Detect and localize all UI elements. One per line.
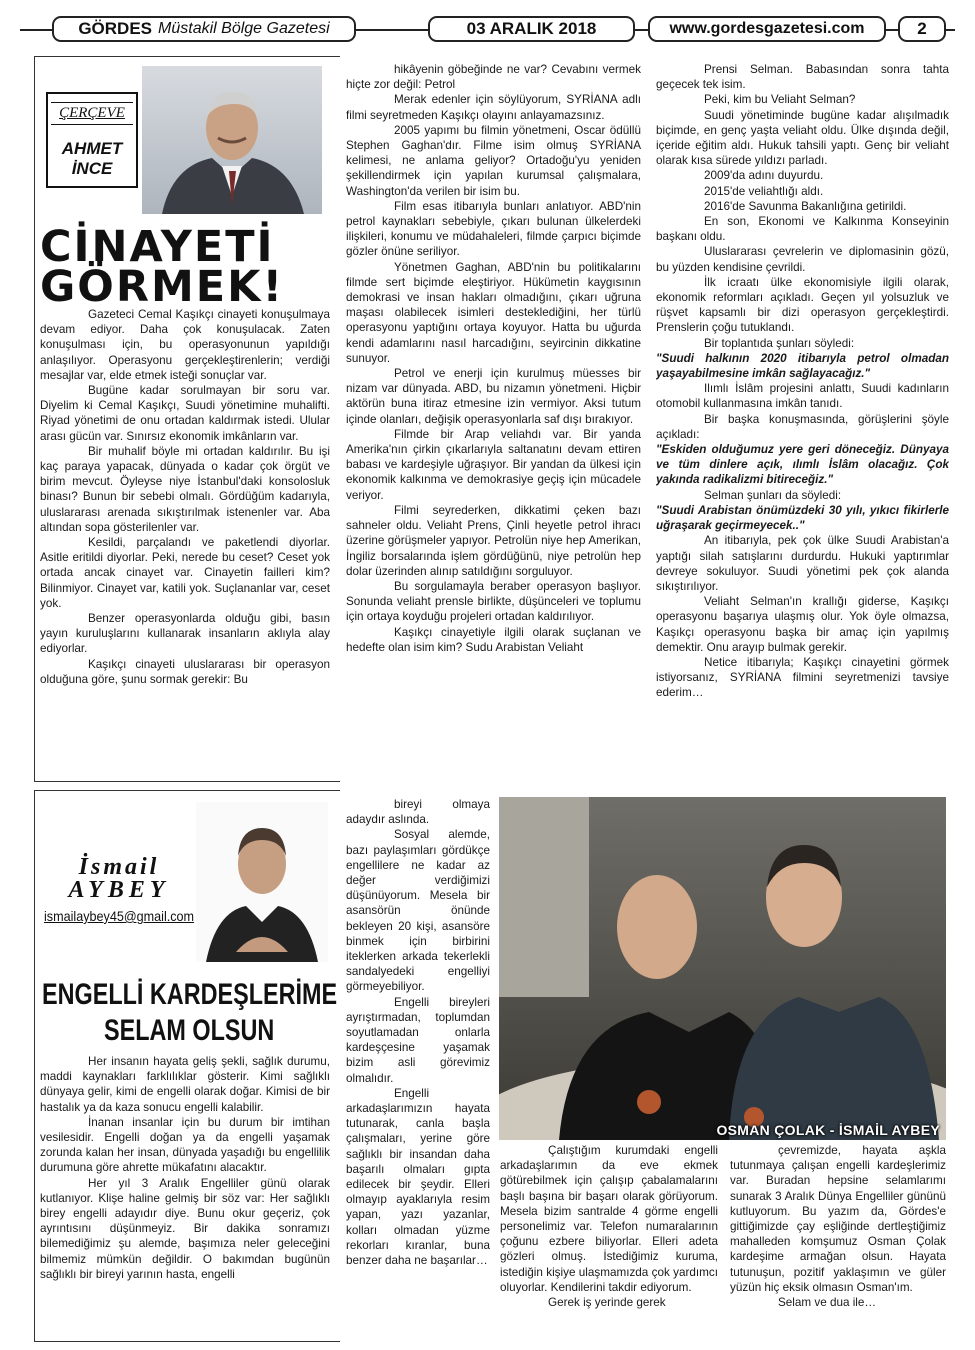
paragraph: Kaşıkçı cinayeti uluslararası bir operasyon olduğuna göre, şunu sormak gerekir: Bu (40, 657, 330, 686)
article1-title-line2: GÖRMEK! (40, 262, 285, 312)
paragraph: Film esas itibarıyla bunları anlatıyor. ABD'nin petrol kaynakları sebebiyle, çıkarı bulunan ülkelerdeki ilişkileri, konumu ve müdahaleleri, filmde çarpıcı biçimde gözler önüne seriliyor. (346, 199, 641, 259)
author-photo-ahmet-ince (142, 66, 322, 214)
paragraph: Uluslararası çevrelerin ve diplomasinin gözü, bu yüzden kendisine çevrildi. (656, 245, 949, 274)
paragraph: Bu sorgulamayla beraber operasyon başlıyor. Sonunda veliaht prensle birlikte, düşünceleri ve toplumu için ortaya koyduğu projeleri ortadan kaldırılıyor. (346, 579, 641, 624)
paragraph: Selman şunları da söyledi: (704, 488, 842, 502)
page-number-box (898, 16, 946, 42)
paragraph: Engelli arkadaşlarımızın hayata tutunarak, canla başla çalışmaları, yerine göre sağlıklı bir insandan daha başarılı olmaları gıpta edilecek bir şeydir. Elleri olmayıp ayaklarıyla resim yapan, yazı yazanlar, kolları olmadan yüzme rekorları kıranlar, buna benzer daha ne başarılar… (346, 1086, 490, 1268)
author-last-name: İNCE (71, 159, 113, 178)
paragraph: Engelli bireyleri ayrıştırmadan, toplumdan soyutlamadan onlarla kardeşçesine yaşamak bizim asli görevimiz olmalıdır. (346, 995, 490, 1085)
author-first-name: AHMET (61, 139, 123, 158)
column-badge-label: ÇERÇEVE (51, 102, 133, 125)
photo-caption: OSMAN ÇOLAK - İSMAİL AYBEY (716, 1122, 940, 1138)
issue-date-box (428, 16, 635, 42)
paragraph: Gerek iş yerinde gerek (548, 1296, 666, 1310)
paragraph: Merak edenler için söylüyorum, SYRİANA adlı filmi seyretmeden Kaşıkçı olayını anlayamazsınız. (346, 93, 641, 122)
article1-title-line1: CİNAYETİ (40, 222, 275, 272)
paragraph: 2009'da adını duyurdu. (704, 169, 824, 183)
paragraph: Yönetmen Gaghan, ABD'nin bu politikalarını filmde sert biçimde eleştiriyor. Hükümetin kaygısının demokrasi ve insan hakları olmadığını, çıkarı uğruna maşası olabilecek isimleri desteklediğini, her türlü operasyonu yaptığını ortaya koyuyor. Hatta bu uğurda kendi adamlarını nasıl harcadığını, seyircinin dikkatine sunuyor. (346, 260, 641, 365)
newspaper-subtitle: Müstakil Bölge Gazetesi (158, 20, 330, 37)
article2-column-4 (730, 1143, 946, 1343)
paragraph: An itibarıyla, pek çok ülke Suudi Arabistan'a yaptığı silah satışlarını durdurdu. Hukuki yaptırımlar devreye sokuluyor. Suudi yönetimi pek çok alanda sıkıştırılıyor. (656, 534, 949, 593)
paragraph: Prensi Selman. Babasından sonra tahta geçecek tek isim. (656, 63, 949, 92)
paragraph: Veliaht Selman'ın krallığı giderse, Kaşıkçı operasyonu başarıya ulaşmış olur. Yok öyle olmazsa, Kaşıkçı operasyonu başka bir amaç için yapılmış demektir. Onu arayıp bulmak gerekir. (656, 595, 949, 654)
paragraph: Bir muhalif böyle mi ortadan kaldırılır. Bu işi kaç paraya yapacak, dünyada o kadar çok örgüt ve birim mevcut. Öyleyse niye İstanbul'daki konsolosluk binası? Bunun bir sebebi olmalı. Gördüğüm kadarıyla, uluslararası arenada sıkıştırılmak istenenler var. Aba altından sopa gösterilenler var. (40, 444, 330, 534)
paragraph: bireyi olmaya adaydır aslında. (346, 798, 490, 827)
paragraph: Bir başka konuşmasında, görüşlerini şöyle açıkladı: (656, 412, 949, 441)
paragraph: Peki, kim bu Veliaht Selman? (704, 93, 856, 107)
author2-first-name: İsmail (78, 854, 160, 880)
paragraph: Bugüne kadar sorulmayan bir soru var. Diyelim ki Cemal Kaşıkçı, Suudi yönetimine muhalifti. Riyad yönetimi de onu ortadan kaldırmak istedi. Ulular arası gücün var. Sınırsız ekonomik imkânların var. (40, 384, 330, 443)
paragraph: Her insanın hayata geliş şekli, sağlık durumu, maddi kaynakları farklılıklar gösterir. Kimi sağlıklı dünyaya gelir, kimi de engelli olarak doğar. Kimisi de bir hastalık ya da kaza sonucu engelli kalabilir. (40, 1055, 330, 1114)
website-link[interactable]: www.gordesgazetesi.com (669, 20, 865, 37)
author2-email[interactable]: ismailaybey45@gmail.com (44, 908, 195, 924)
author2-last-name: AYBEY (68, 877, 170, 903)
paragraph: Çalıştığım kurumdaki engelli arkadaşlarımın da eve ekmek götürebilmek için çalışıp çabalamalarını başlı başına bir başarı olarak görüyorum. Mesela bizim santralde 4 görme engelli personelimiz var. Telefon numaralarının çoğunu ezbere biliyorlar. Elleri adeta gözleri olmuş. İstediğimiz kuruma, istediğin kişiye ulaşmamızda çok yardımcı oluyorlar. Kendilerini takdir ediyorum. (500, 1144, 718, 1294)
article1-column-1 (40, 307, 330, 777)
paragraph: Filmi seyrederken, dikkatimi çeken bazı sahneler oldu. Veliaht Prens, Çinli heyetle petrol ihracı üzerine görüşmeler yapıyor. Petrolün niye hep Amerikan, İngiliz borsalarında işlem gördüğünü, niye petrolün hep dolar üzerinden alınıp satıldığını sorguluyor. (346, 503, 641, 578)
photo-osman-colak-ismail-aybey (499, 797, 946, 1140)
newspaper-name: GÖRDES (78, 19, 153, 38)
paragraph: "Suudi halkının 2020 itibarıyla petrol olmadan yaşayabilmesine imkân sağlayacağız." (656, 351, 949, 381)
paragraph: Sosyal alemde, bazı paylaşımları gördükçe engellilere ne kadar az değer verdiğimizi düşünüyorum. Mesela bir asansörün önünde bekleyen 20 kişi, asansöre binmek için birbirini iteklerken arkada tekerlekli sandalyedeki engelliyi görmeyebiliyor. (346, 828, 490, 994)
website-box[interactable] (648, 16, 886, 42)
issue-date: 03 ARALIK 2018 (466, 19, 597, 38)
article1-column-3 (656, 62, 949, 774)
article2-title-line2: SELAM OLSUN (104, 1014, 275, 1047)
paragraph: Suudi yönetiminde bugüne kadar alışılmadık biçimde, en genç yaşta veliaht oldu. Ülke dışında değil, içeride eğitim aldı. Hukuk tahsili yaptı. Genç bir veliaht olarak kısa sürede yıldızı parladı. (656, 108, 949, 168)
author-photo-ismail-aybey (196, 802, 328, 962)
paragraph: hikâyenin göbeğinde ne var? Cevabını vermek hiçte zor değil: Petrol (346, 63, 641, 92)
paragraph: 2016'de Savunma Bakanlığına getirildi. (704, 199, 907, 213)
page-number: 2 (917, 19, 927, 38)
article2-title-line1: ENGELLİ KARDEŞLERİME (42, 978, 338, 1011)
column-badge (46, 92, 138, 188)
article2-column-1 (40, 1054, 330, 1338)
article1-column-2 (346, 62, 641, 774)
paragraph: İnanan insanlar için bu durum bir imtihan vesilesidir. Engelli doğan ya da engelli yaşamak zorunda kalan her insan, dünyada yaşadığı bu engellilik durumuna göre ahrette mükafatını alacaktır. (40, 1115, 330, 1175)
paragraph: 2005 yapımı bu filmin yönetmeni, Oscar ödüllü Stephen Gaghan'dır. Filme isim olmuş SYRİANA kelimesi, ne anlama geliyor? Ortadoğu'yu yeniden şekillendirmek için yapılan kurumsal çalışmalara, Washington'da verilen bir isim bu. (346, 123, 641, 198)
author2-name-block (44, 856, 194, 924)
paragraph: Netice itibarıyla; Kaşıkçı cinayetini görmek istiyorsanız, SYRİANA filmini seyretmenizi tavsiye ederim… (656, 655, 949, 700)
paragraph: Filmde bir Arap veliahdı var. Bir yanda Amerika'nın çirkin çıkarlarıyla saltanatını devam ettiren babası ve kardeşiyle uğraşıyor. Bir yandan da ülkesi için ekonomik kalkınma ve demokrasiye geçiş için mücadele veriyor. (346, 427, 641, 502)
paragraph: "Suudi Arabistan önümüzdeki 30 yılı, yıkıcı fikirlerle uğraşarak geçirmeyecek.." (656, 503, 949, 533)
paragraph: çevremizde, hayata aşkla tutunmaya çalışan engelli kardeşlerimiz var. Buradan hepsine selamlarımı sunarak 3 Aralık Dünya Engelliler gününü kutluyorum. Bu yazım da, Gördes'e gittiğimizde çay eşliğinde dertleştiğimiz mahalleden komşumuz Osman Çolak kardeşime armağan olsun. Hayata tutunuşun, pozitif yaklaşımın ve güler yüzün hiç eksik olmasın Osman'ım. (730, 1144, 946, 1294)
paragraph: İlk icraatı ülke ekonomisiyle ilgili olarak, ekonomik reformları açıkladı. Geçen yıl yolsuzluk ve rüşvet kapsamlı bir dizi operasyon gerçekleştirdi. Prenslerin çoğu tutuklandı. (656, 275, 949, 335)
article2-column-2 (346, 797, 490, 1343)
paragraph: Kaşıkçı cinayetiyle ilgili olarak suçlanan ve hedefte olan isim kim? Sudu Arabistan Veliaht (346, 625, 641, 654)
paragraph: Petrol ve enerji için kurulmuş müesses bir nizam var dünyada. ABD, bu nizamın yönetmeni. Hiçbir aktörün buna itiraz etmesine izin vermiyor. Aksi tutum içinde olanları, değişik operasyonlarla saf dışı bırakıyor. (346, 367, 641, 426)
paragraph: Gazeteci Cemal Kaşıkçı cinayeti konuşulmaya devam ediyor. Daha çok konuşulacak. Zaten konuşulması için, bu operasyonunun yapıldığı anlaşılıyor. Operasyonu gerçekleştirenlerin; verdiği mesajlar var, elde etmek isteği sonuçlar var. (40, 308, 330, 382)
paragraph: Her yıl 3 Aralık Engelliler günü olarak kutlanıyor. Klişe haline gelmiş bir söz var: Her sağlıklı birey engelli adayıdır diye. Bunu okur geçeriz, çok ayrıntısını düşünmeyiz. Bir dakika sonramızı bilemediğimiz şu alemde, başımıza neler geleceğini bilmemiz mümkün değildir. O bakımdan bugünün sağlıklı bir bireyi yarının hasta, engelli (40, 1176, 330, 1281)
newspaper-name-box (52, 16, 356, 42)
paragraph: En son, Ekonomi ve Kalkınma Konseyinin başkanı oldu. (656, 215, 949, 244)
paragraph: "Eskiden olduğumuz yere geri döneceğiz. Dünyaya ve tüm dinlere açık, ılımlı İslâm olacağız. Çok yakında radikalizmi bitireceğiz." (656, 443, 949, 487)
article2-column-3 (500, 1143, 718, 1343)
paragraph: Selam ve dua ile… (778, 1296, 877, 1310)
paragraph: Ilımlı İslâm projesini anlattı, Suudi kadınların otomobil kullanmasına imkân tanıdı. (656, 382, 949, 411)
paragraph: 2015'de veliahtlığı aldı. (704, 184, 824, 198)
paragraph: Benzer operasyonlarda olduğu gibi, basın yayın kuruluşlarını kullanarak insanların aklıyla alay ediyorlar. (40, 612, 330, 656)
paragraph: Bir toplantıda şunları söyledi: (704, 336, 855, 350)
paragraph: Kesildi, parçalandı ve paketlendi diyorlar. Asitle eritildi diyorlar. Peki, nerede bu ceset? Ceset yok ortada ancak cinayet var. Cinayetin failleri kim? Bilinmiyor. Cinayet var, katili yok. Suçlananlar var, ceset yok. (40, 536, 330, 610)
